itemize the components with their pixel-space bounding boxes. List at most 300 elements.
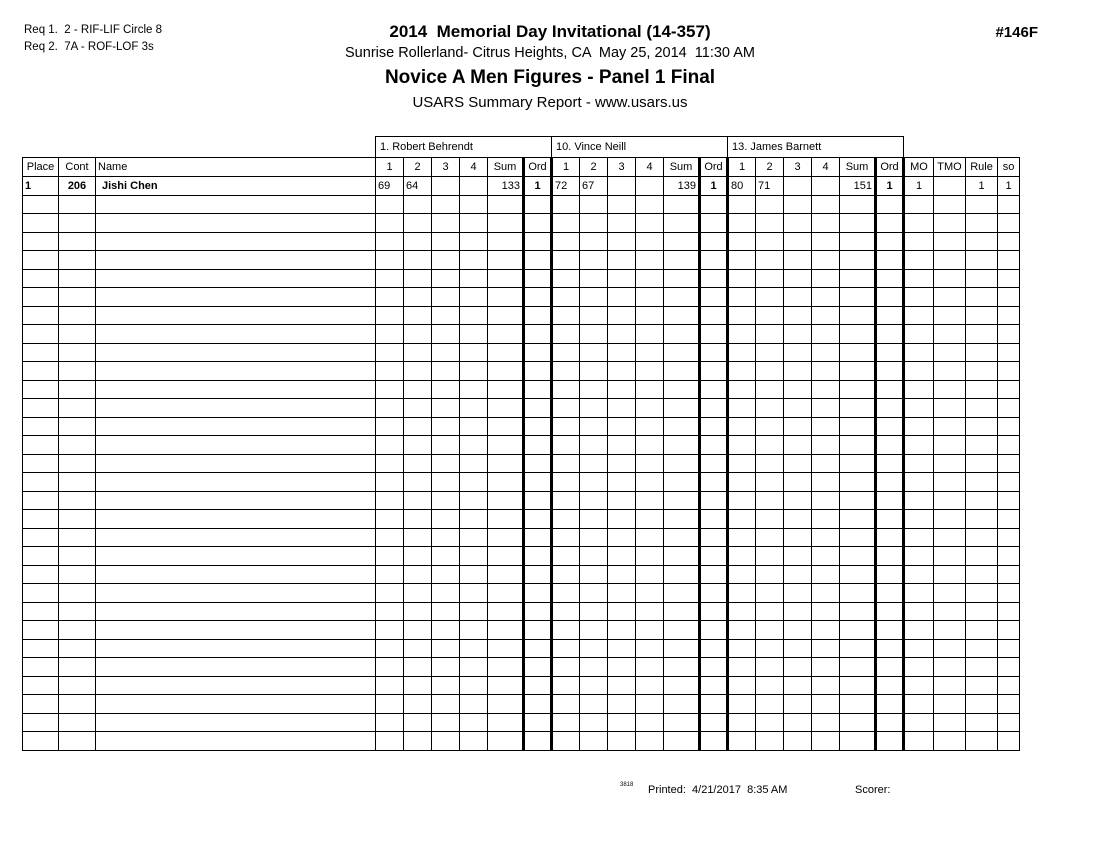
- cell-j3-s4: [812, 436, 840, 455]
- cell-cont: [59, 639, 96, 658]
- cell-j2-s4: [636, 306, 664, 325]
- cell-so: [998, 362, 1020, 381]
- cell-j3-s4: [812, 528, 840, 547]
- cell-j1-s1: [376, 732, 404, 751]
- cell-j1-s3: [432, 232, 460, 251]
- cell-j3-s3: [784, 732, 812, 751]
- cell-j1-ord: [524, 306, 552, 325]
- cell-j1-sum: [488, 621, 524, 640]
- cell-j2-s4: [636, 177, 664, 196]
- cell-j2-s1: [552, 547, 580, 566]
- cell-j1-s4: [460, 528, 488, 547]
- empty-row: [23, 454, 1020, 473]
- cell-j2-s2: [580, 713, 608, 732]
- cell-j1-s1: [376, 695, 404, 714]
- cell-place: [23, 676, 59, 695]
- col-header-mo: MO: [904, 158, 934, 177]
- cell-j3-s3: [784, 621, 812, 640]
- cell-j3-s2: [756, 454, 784, 473]
- report-header: [0, 22, 1100, 111]
- cell-j2-s1: [552, 528, 580, 547]
- cell-j1-ord: [524, 343, 552, 362]
- cell-j3-ord: [876, 473, 904, 492]
- cell-j1-s4: [460, 288, 488, 307]
- empty-row: [23, 399, 1020, 418]
- cell-j1-s1: [376, 584, 404, 603]
- cell-tmo: [934, 362, 966, 381]
- cell-mo: [904, 269, 934, 288]
- cell-j2-s1: [552, 362, 580, 381]
- cell-j2-s1: [552, 232, 580, 251]
- cell-rule: [966, 380, 998, 399]
- cell-j2-s4: [636, 195, 664, 214]
- cell-j1-s3: [432, 510, 460, 529]
- cell-j3-ord: [876, 454, 904, 473]
- cell-j1-s3: [432, 473, 460, 492]
- cell-j2-s1: [552, 491, 580, 510]
- cell-j1-s3: [432, 362, 460, 381]
- cell-j2-sum: [664, 491, 700, 510]
- cell-rule: [966, 288, 998, 307]
- cell-j1-sum: [488, 306, 524, 325]
- cell-j3-s4: [812, 362, 840, 381]
- cell-place: [23, 621, 59, 640]
- cell-tmo: [934, 621, 966, 640]
- cell-j2-ord: [700, 362, 728, 381]
- judge-name-3: 13. James Barnett: [728, 137, 904, 158]
- cell-so: [998, 658, 1020, 677]
- cell-mo: [904, 565, 934, 584]
- cell-j2-s4: [636, 713, 664, 732]
- cell-j3-s2: [756, 491, 784, 510]
- cell-j2-sum: [664, 232, 700, 251]
- cell-mo: [904, 510, 934, 529]
- cell-j3-ord: [876, 621, 904, 640]
- cell-so: [998, 251, 1020, 270]
- cell-j2-s3: [608, 343, 636, 362]
- cell-tmo: [934, 565, 966, 584]
- cell-j1-s3: [432, 436, 460, 455]
- cell-j3-s2: [756, 325, 784, 344]
- empty-row: [23, 325, 1020, 344]
- cell-place: [23, 658, 59, 677]
- cell-cont: [59, 491, 96, 510]
- cell-j3-ord: [876, 399, 904, 418]
- cell-j2-s1: [552, 195, 580, 214]
- cell-j3-ord: [876, 380, 904, 399]
- cell-j1-s2: [404, 528, 432, 547]
- cell-j1-sum: [488, 676, 524, 695]
- cell-j3-sum: [840, 695, 876, 714]
- cell-j3-s3: [784, 602, 812, 621]
- cell-j1-sum: [488, 325, 524, 344]
- cell-j3-s3: [784, 362, 812, 381]
- cell-j1-ord: [524, 658, 552, 677]
- cell-tmo: [934, 454, 966, 473]
- cell-j3-s3: [784, 214, 812, 233]
- cell-j2-s1: [552, 417, 580, 436]
- cell-j2-ord: 1: [700, 177, 728, 196]
- cell-j2-s1: [552, 251, 580, 270]
- empty-row: [23, 695, 1020, 714]
- cell-j2-sum: [664, 602, 700, 621]
- cell-j1-sum: [488, 473, 524, 492]
- cell-j1-sum: [488, 214, 524, 233]
- cell-so: [998, 306, 1020, 325]
- cell-j2-s4: [636, 658, 664, 677]
- cell-j3-s2: [756, 639, 784, 658]
- cell-j1-s3: [432, 547, 460, 566]
- cell-j3-sum: [840, 214, 876, 233]
- cell-j2-sum: [664, 399, 700, 418]
- cell-mo: [904, 676, 934, 695]
- cell-j2-s1: [552, 343, 580, 362]
- cell-cont: [59, 510, 96, 529]
- cell-mo: [904, 639, 934, 658]
- cell-place: [23, 214, 59, 233]
- cell-name: [96, 491, 376, 510]
- cell-j1-s2: [404, 362, 432, 381]
- cell-j3-s4: [812, 473, 840, 492]
- cell-j3-s3: [784, 695, 812, 714]
- cell-j1-s4: [460, 602, 488, 621]
- cell-j2-s3: [608, 676, 636, 695]
- cell-j2-s2: [580, 343, 608, 362]
- cell-j2-s2: [580, 639, 608, 658]
- cell-j3-ord: [876, 362, 904, 381]
- cell-j3-s2: [756, 417, 784, 436]
- cell-mo: [904, 491, 934, 510]
- cell-j1-s1: [376, 362, 404, 381]
- cell-j3-s3: [784, 177, 812, 196]
- cell-j3-ord: [876, 325, 904, 344]
- cell-j2-sum: [664, 288, 700, 307]
- cell-rule: [966, 436, 998, 455]
- col-header-place: Place: [23, 158, 59, 177]
- cell-rule: [966, 306, 998, 325]
- cell-j3-s4: [812, 713, 840, 732]
- cell-j2-s1: [552, 306, 580, 325]
- cell-j1-s4: [460, 639, 488, 658]
- judge-row-spacer-left: [23, 137, 376, 158]
- cell-place: 1: [23, 177, 59, 196]
- cell-j2-sum: [664, 306, 700, 325]
- cell-j1-s2: [404, 195, 432, 214]
- cell-j1-s4: [460, 547, 488, 566]
- cell-j1-s3: [432, 195, 460, 214]
- cell-j3-s3: [784, 232, 812, 251]
- cell-j1-ord: [524, 454, 552, 473]
- cell-j1-s4: [460, 214, 488, 233]
- cell-j1-ord: [524, 676, 552, 695]
- cell-j2-s4: [636, 436, 664, 455]
- cell-j3-sum: [840, 565, 876, 584]
- cell-j2-s3: [608, 528, 636, 547]
- cell-cont: [59, 232, 96, 251]
- cell-mo: [904, 195, 934, 214]
- cell-j1-s4: [460, 195, 488, 214]
- cell-j1-s2: [404, 251, 432, 270]
- cell-j3-sum: [840, 602, 876, 621]
- cell-place: [23, 547, 59, 566]
- cell-j2-s4: [636, 380, 664, 399]
- cell-j1-s2: [404, 584, 432, 603]
- cell-j1-s1: [376, 436, 404, 455]
- empty-row: [23, 510, 1020, 529]
- cell-j3-s2: [756, 288, 784, 307]
- cell-so: 1: [998, 177, 1020, 196]
- cell-j2-s3: [608, 695, 636, 714]
- cell-rule: [966, 417, 998, 436]
- cell-j2-s1: [552, 713, 580, 732]
- cell-j2-s2: [580, 454, 608, 473]
- cell-j1-s2: [404, 399, 432, 418]
- cell-cont: [59, 251, 96, 270]
- cell-j3-s3: [784, 454, 812, 473]
- cell-j2-s1: [552, 325, 580, 344]
- cell-j2-ord: [700, 214, 728, 233]
- cell-j2-s1: [552, 658, 580, 677]
- cell-j1-ord: [524, 584, 552, 603]
- cell-place: [23, 288, 59, 307]
- cell-rule: [966, 269, 998, 288]
- cell-j3-sum: [840, 713, 876, 732]
- cell-j2-sum: [664, 639, 700, 658]
- cell-j1-sum: [488, 584, 524, 603]
- cell-j3-s3: [784, 417, 812, 436]
- judge-name-1: 1. Robert Behrendt: [376, 137, 552, 158]
- cell-j2-sum: [664, 251, 700, 270]
- cell-tmo: [934, 251, 966, 270]
- cell-j3-s1: [728, 288, 756, 307]
- cell-mo: [904, 380, 934, 399]
- col-header-j2-s4: 4: [636, 158, 664, 177]
- cell-j2-s4: [636, 584, 664, 603]
- cell-j1-s4: [460, 584, 488, 603]
- cell-cont: [59, 269, 96, 288]
- cell-j3-s1: [728, 306, 756, 325]
- cell-j2-s4: [636, 491, 664, 510]
- cell-j2-ord: [700, 732, 728, 751]
- cell-j1-s1: [376, 510, 404, 529]
- cell-j3-s4: [812, 417, 840, 436]
- cell-j2-s1: [552, 732, 580, 751]
- cell-tmo: [934, 473, 966, 492]
- cell-j2-s2: [580, 306, 608, 325]
- cell-cont: [59, 306, 96, 325]
- cell-j1-s3: [432, 676, 460, 695]
- cell-j1-s1: [376, 565, 404, 584]
- cell-place: [23, 565, 59, 584]
- cell-j3-s4: [812, 214, 840, 233]
- cell-j3-s1: [728, 362, 756, 381]
- cell-j1-s1: [376, 399, 404, 418]
- cell-cont: [59, 380, 96, 399]
- cell-j1-s2: [404, 510, 432, 529]
- cell-j1-ord: [524, 436, 552, 455]
- cell-j3-s2: [756, 621, 784, 640]
- cell-j1-s3: [432, 602, 460, 621]
- cell-rule: [966, 713, 998, 732]
- cell-j2-sum: [664, 454, 700, 473]
- cell-j2-sum: [664, 621, 700, 640]
- cell-mo: [904, 306, 934, 325]
- cell-cont: [59, 473, 96, 492]
- cell-rule: [966, 732, 998, 751]
- cell-tmo: [934, 195, 966, 214]
- cell-j1-s3: [432, 251, 460, 270]
- cell-j1-s1: [376, 621, 404, 640]
- cell-mo: [904, 713, 934, 732]
- cell-mo: [904, 214, 934, 233]
- cell-j3-sum: [840, 288, 876, 307]
- cell-j3-s2: [756, 547, 784, 566]
- cell-j1-s3: [432, 639, 460, 658]
- col-header-j1-s4: 4: [460, 158, 488, 177]
- cell-j2-sum: [664, 380, 700, 399]
- cell-cont: [59, 713, 96, 732]
- cell-j3-s3: [784, 658, 812, 677]
- cell-j3-ord: [876, 732, 904, 751]
- cell-j2-s3: [608, 269, 636, 288]
- cell-j3-sum: [840, 510, 876, 529]
- cell-j2-s4: [636, 695, 664, 714]
- cell-cont: [59, 454, 96, 473]
- cell-name: [96, 417, 376, 436]
- cell-j2-s3: [608, 491, 636, 510]
- cell-j2-s4: [636, 639, 664, 658]
- cell-j3-sum: [840, 306, 876, 325]
- empty-row: [23, 473, 1020, 492]
- cell-j2-s2: [580, 602, 608, 621]
- cell-j3-s2: [756, 658, 784, 677]
- cell-rule: [966, 584, 998, 603]
- cell-rule: [966, 658, 998, 677]
- cell-j1-s4: [460, 251, 488, 270]
- cell-j2-ord: [700, 306, 728, 325]
- cell-j3-sum: [840, 621, 876, 640]
- cell-j3-s1: [728, 713, 756, 732]
- cell-j2-s3: [608, 362, 636, 381]
- cell-j3-s3: [784, 510, 812, 529]
- cell-j1-s3: [432, 584, 460, 603]
- cell-j2-s4: [636, 325, 664, 344]
- event-title: Novice A Men Figures - Panel 1 Final: [384, 67, 716, 88]
- cell-j2-sum: [664, 362, 700, 381]
- cell-j2-s1: [552, 621, 580, 640]
- cell-j3-sum: [840, 232, 876, 251]
- cell-j1-s3: [432, 325, 460, 344]
- cell-rule: [966, 565, 998, 584]
- cell-j3-s3: [784, 584, 812, 603]
- cell-j2-sum: [664, 584, 700, 603]
- cell-j3-sum: [840, 491, 876, 510]
- cell-j2-sum: [664, 343, 700, 362]
- cell-j3-sum: [840, 362, 876, 381]
- cell-j1-sum: [488, 454, 524, 473]
- cell-mo: [904, 584, 934, 603]
- cell-so: [998, 676, 1020, 695]
- cell-j1-s1: [376, 269, 404, 288]
- cell-j1-s4: [460, 621, 488, 640]
- cell-tmo: [934, 306, 966, 325]
- cell-j2-ord: [700, 473, 728, 492]
- col-header-so: so: [998, 158, 1020, 177]
- cell-mo: [904, 658, 934, 677]
- cell-j1-s3: [432, 528, 460, 547]
- cell-j3-s4: [812, 621, 840, 640]
- cell-rule: [966, 232, 998, 251]
- cell-j3-ord: [876, 584, 904, 603]
- cell-tmo: [934, 325, 966, 344]
- cell-j1-s4: [460, 732, 488, 751]
- printed-timestamp: Printed: 4/21/2017 8:35 AM: [648, 784, 788, 796]
- cell-j1-sum: [488, 399, 524, 418]
- cell-j3-s2: [756, 232, 784, 251]
- cell-cont: [59, 288, 96, 307]
- cell-j3-s2: [756, 473, 784, 492]
- cell-j3-sum: [840, 380, 876, 399]
- cell-j3-sum: [840, 343, 876, 362]
- cell-j2-s4: [636, 547, 664, 566]
- column-header-row: [23, 158, 1020, 177]
- cell-j1-s2: [404, 621, 432, 640]
- cell-so: [998, 454, 1020, 473]
- cell-j3-s2: [756, 195, 784, 214]
- cell-j1-ord: [524, 528, 552, 547]
- judge-row-spacer-right: [904, 137, 1020, 158]
- cell-j3-ord: [876, 306, 904, 325]
- empty-row: [23, 547, 1020, 566]
- cell-j2-s4: [636, 676, 664, 695]
- cell-j2-sum: [664, 658, 700, 677]
- cell-j3-ord: [876, 195, 904, 214]
- cell-j3-s3: [784, 639, 812, 658]
- cell-j3-sum: [840, 473, 876, 492]
- event-number: #146F: [995, 24, 1038, 41]
- cell-name: [96, 214, 376, 233]
- cell-j1-s1: [376, 306, 404, 325]
- cell-name: [96, 695, 376, 714]
- cell-j3-s3: [784, 399, 812, 418]
- cell-rule: [966, 399, 998, 418]
- cell-so: [998, 343, 1020, 362]
- cell-j3-s4: [812, 510, 840, 529]
- cell-j2-s3: [608, 399, 636, 418]
- cell-j3-s4: [812, 658, 840, 677]
- cell-j2-s3: [608, 232, 636, 251]
- cell-j3-s3: [784, 306, 812, 325]
- cell-place: [23, 436, 59, 455]
- cell-cont: [59, 195, 96, 214]
- cell-name: [96, 584, 376, 603]
- cell-j2-ord: [700, 676, 728, 695]
- cell-j1-sum: [488, 658, 524, 677]
- cell-j3-s3: [784, 380, 812, 399]
- empty-row: [23, 232, 1020, 251]
- cell-j2-s4: [636, 510, 664, 529]
- cell-j1-sum: [488, 528, 524, 547]
- cell-j3-ord: [876, 269, 904, 288]
- cell-j3-s3: [784, 676, 812, 695]
- cell-j2-sum: [664, 695, 700, 714]
- cell-j2-s1: [552, 288, 580, 307]
- cell-j1-s4: [460, 325, 488, 344]
- empty-row: [23, 362, 1020, 381]
- col-header-tmo: TMO: [934, 158, 966, 177]
- cell-j1-s4: [460, 454, 488, 473]
- cell-j2-sum: [664, 436, 700, 455]
